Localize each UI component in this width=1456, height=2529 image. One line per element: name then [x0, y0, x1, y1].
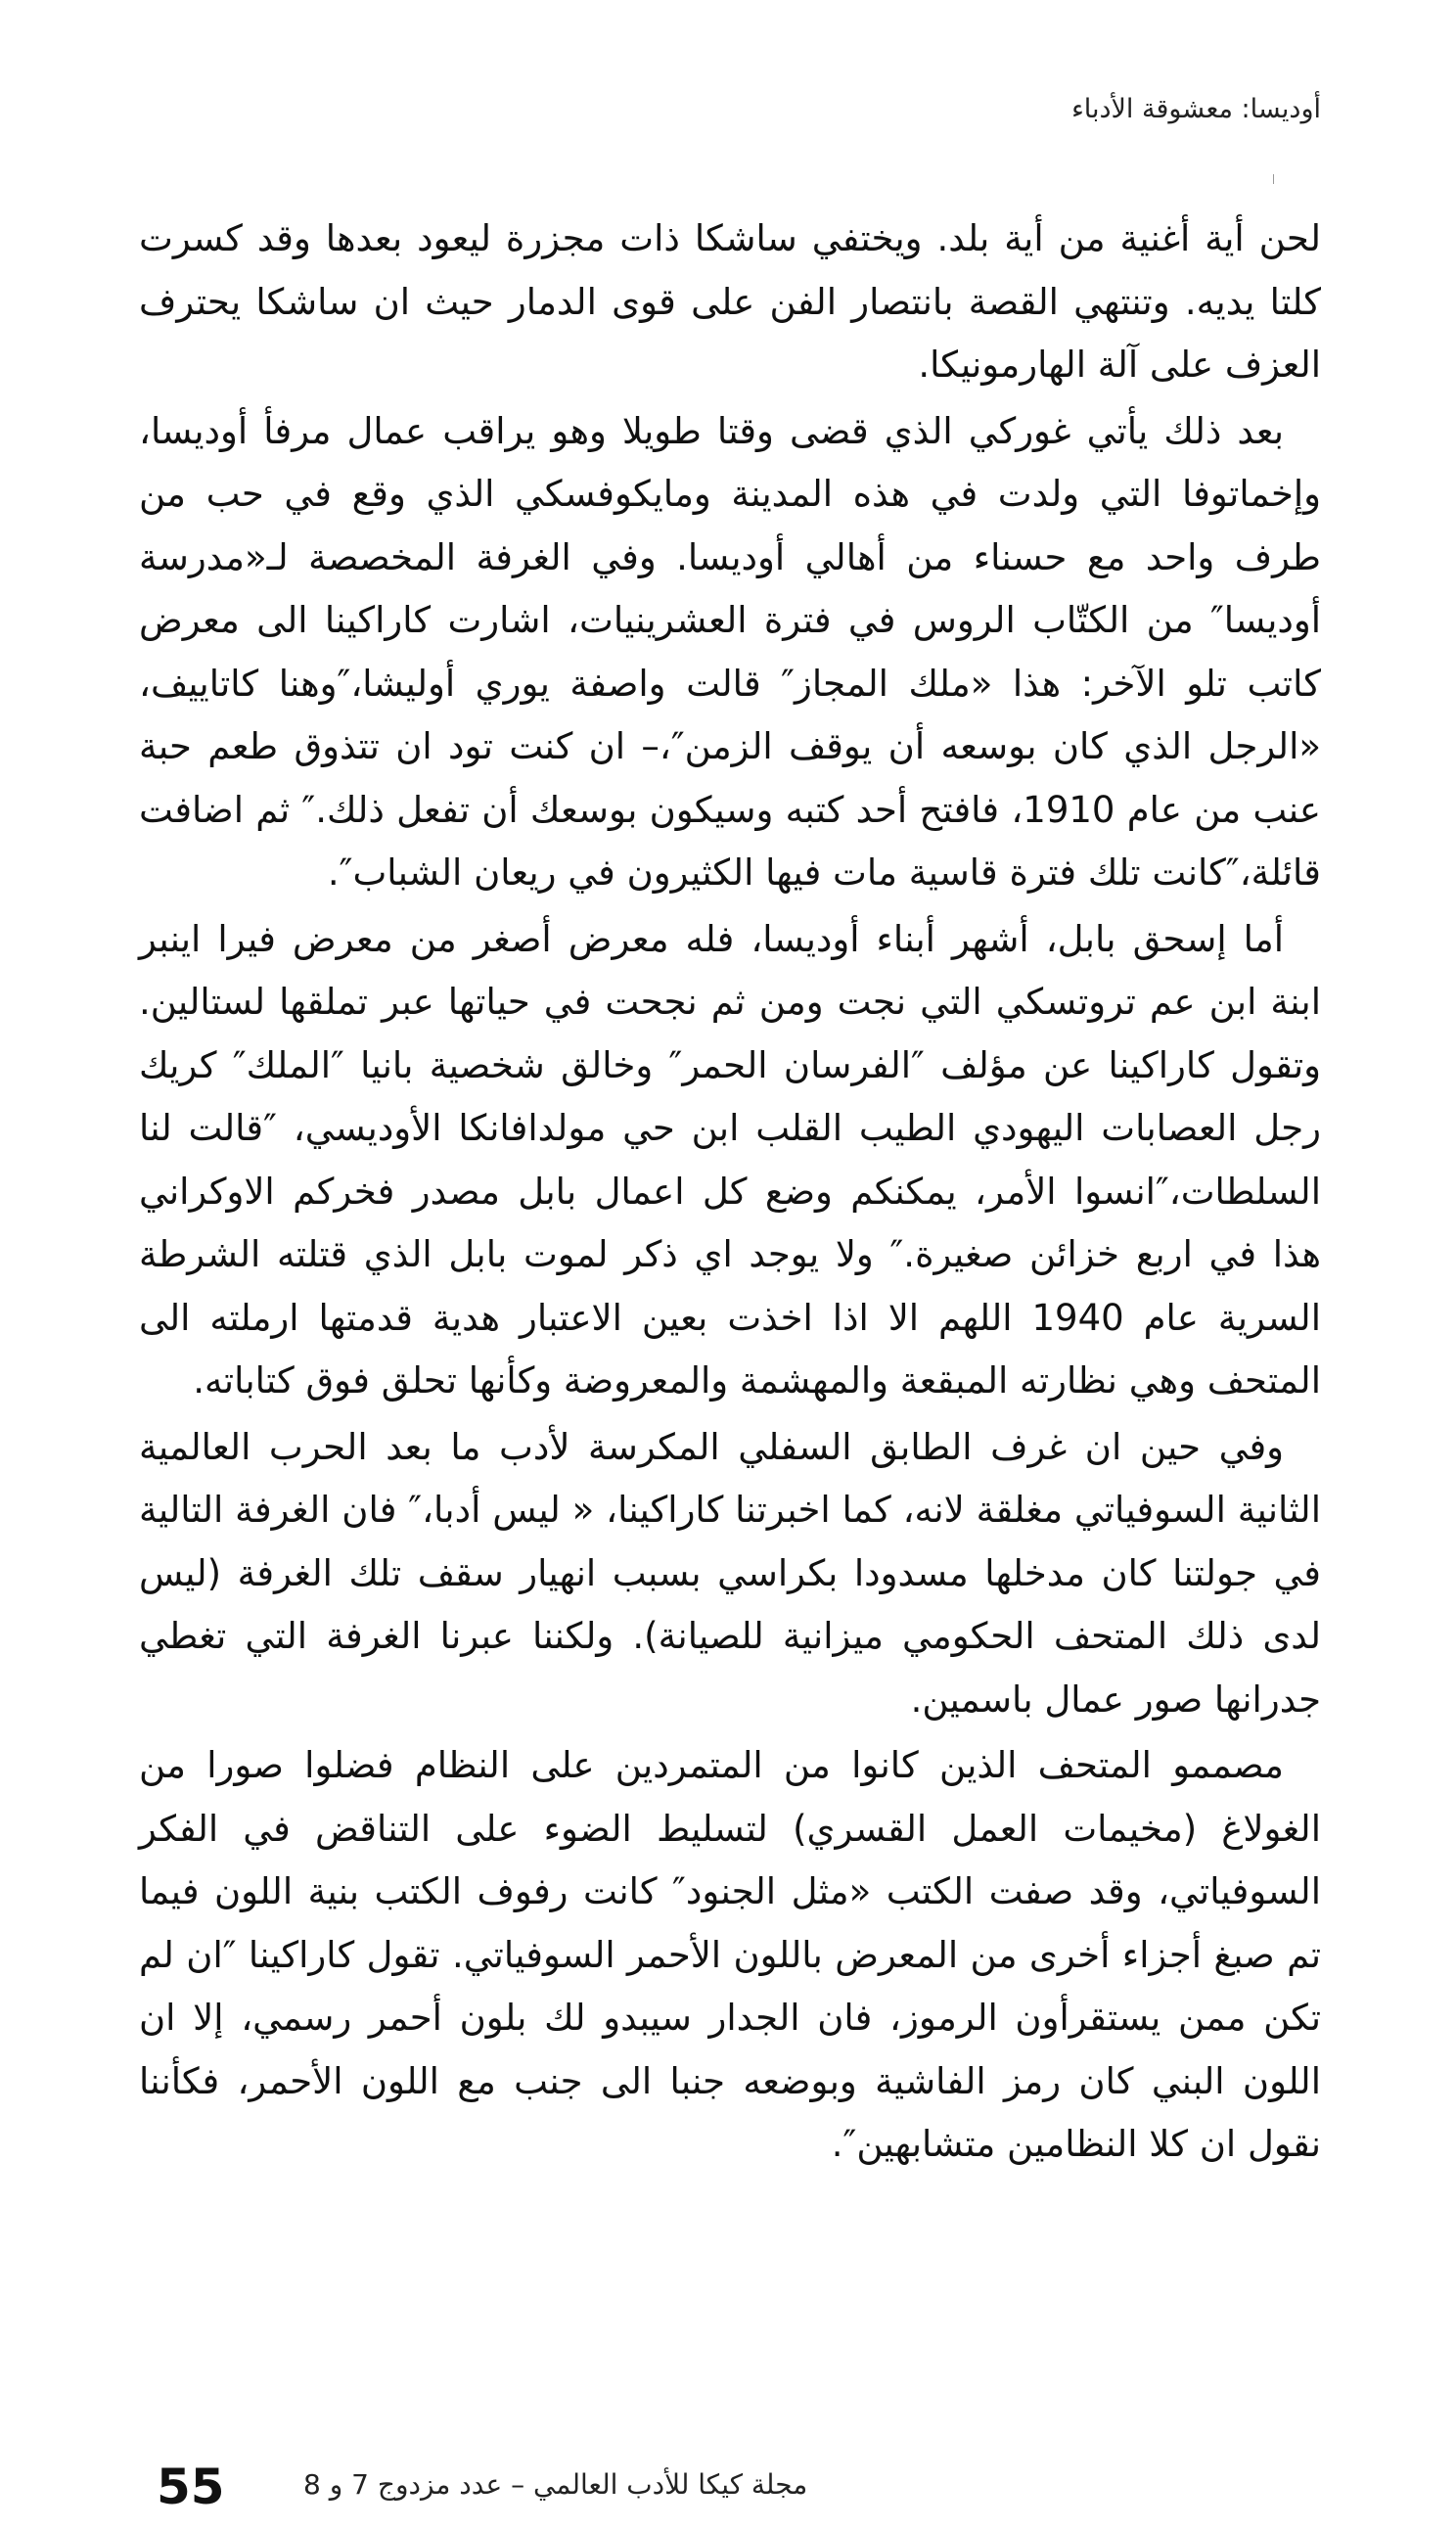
paragraph: لحن أية أغنية من أية بلد. ويختفي ساشكا ذات مجزرة ليعود بعدها وقد كسرت كلتا يديه. وتنتهي القصة بانتصار الفن على قوى الدمار حيث ان ساشكا يحترف العزف على آلة الهارمونيكا.: [139, 217, 1321, 386]
paragraph: وفي حين ان غرف الطابق السفلي المكرسة لأدب ما بعد الحرب العالمية الثانية السوفياتي مغلقة لانه، كما اخبرتنا كاراكينا، « ليس أدبا،″ فان الغرفة التالية في جولتنا كان مدخلها مسدودا بكراسي بسبب انهيار سقف تلك الغرفة (ليس لدى ذلك المتحف الحكومي ميزانية للصيانة). ولكننا عبرنا الغرفة التي تغطي جدرانها صور عمال باسمين.: [139, 1425, 1321, 1721]
journal-footer: مجلة كيكا للأدب العالمي – عدد مزدوج 7 و 8: [303, 2468, 808, 2501]
article-body: [139, 207, 1321, 2180]
header-tick-mark: [1273, 174, 1274, 184]
paragraph: مصممو المتحف الذين كانوا من المتمردين على النظام فضلوا صورا من الغولاغ (مخيمات العمل القسري) لتسليط الضوء على التناقض في الفكر السوفياتي، وقد صفت الكتب «مثل الجنود″ كانت رفوف الكتب بنية اللون فيما تم صبغ أجزاء أخرى من المعرض باللون الأحمر السوفياتي. تقول كاراكينا ″ان لم تكن ممن يستقرأون الرموز، فان الجدار سيبدو لك بلون أحمر رسمي، إلا ان اللون البني كان رمز الفاشية وبوضعه جنبا الى جنب مع اللون الأحمر، فكأننا نقول ان كلا النظامين متشابهين″.: [139, 1744, 1321, 2165]
paragraph: أما إسحق بابل، أشهر أبناء أوديسا، فله معرض أصغر من معرض فيرا اينبر ابنة ابن عم تروتسكي التي نجت ومن ثم نجحت في حياتها عبر تملقها لستالين. وتقول كاراكينا عن مؤلف ″الفرسان الحمر″ وخالق شخصية بانيا ″الملك″ كريك رجل العصابات اليهودي الطيب القلب ابن حي مولدافانكا الأوديسي، ″قالت لنا السلطات،″انسوا الأمر، يمكنكم وضع كل اعمال بابل مصدر فخركم الاوكراني هذا في اربع خزائن صغيرة.″ ولا يوجد اي ذكر لموت بابل الذي قتلته الشرطة السرية عام 1940 اللهم الا اذا اخذت بعين الاعتبار هدية قدمتها ارملته الى المتحف وهي نظارته المبقعة والمهشمة والمعروضة وكأنها تحلق فوق كتاباته.: [139, 917, 1321, 1402]
page-number: 55: [157, 2459, 225, 2515]
paragraph: بعد ذلك يأتي غوركي الذي قضى وقتا طويلا وهو يراقب عمال مرفأ أوديسا، وإخماتوفا التي ولدت في هذه المدينة ومايكوفسكي الذي وقع في حب من طرف واحد مع حسناء من أهالي أوديسا. وفي الغرفة المخصصة لـ«مدرسة أوديسا″ من الكتّاب الروس في فترة العشرينيات، اشارت كاراكينا الى معرض كاتب تلو الآخر: هذا «ملك المجاز″ قالت واصفة يوري أوليشا،″وهنا كاتاييف، «الرجل الذي كان بوسعه أن يوقف الزمن″،– ان كنت تود ان تتذوق طعم حبة عنب من عام 1910، فافتح أحد كتبه وسيكون بوسعك أن تفعل ذلك.″ ثم اضافت قائلة،″كانت تلك فترة قاسية مات فيها الكثيرون في ريعان الشباب″.: [139, 409, 1321, 894]
running-header: أوديسا: معشوقة الأدباء: [1071, 94, 1321, 124]
